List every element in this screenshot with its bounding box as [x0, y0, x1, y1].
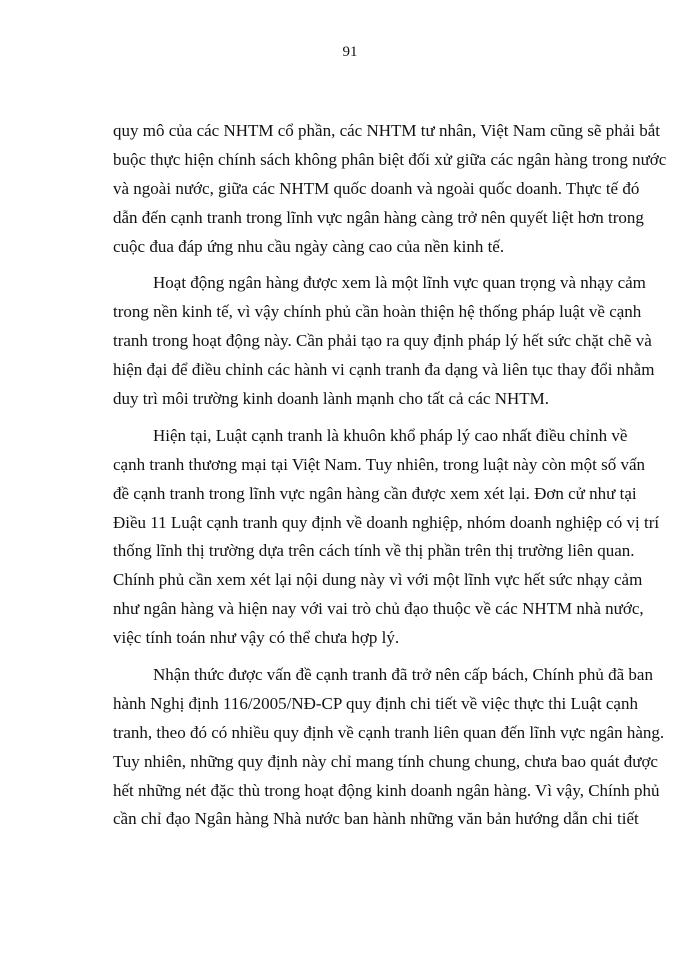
- text-line: Điều 11 Luật cạnh tranh quy định về doanh nghiệp, nhóm doanh nghiệp có vị trí: [113, 512, 660, 532]
- body-text: [113, 117, 667, 834]
- text-line: trong nền kinh tế, vì vậy chính phủ cần hoàn thiện hệ thống pháp luật về cạnh: [113, 302, 642, 322]
- text-line: hành Nghị định 116/2005/NĐ-CP quy định chi tiết về việc thực thi Luật cạnh: [113, 693, 638, 713]
- text-line: Nhận thức được vấn đề cạnh tranh đã trở nên cấp bách, Chính phủ đã ban: [153, 665, 653, 685]
- text-line: hiện đại để điều chỉnh các hành vi cạnh tranh đa dạng và liên tục thay đổi nhằm: [113, 360, 655, 380]
- paragraph-1: [113, 117, 667, 261]
- text-line: cần chỉ đạo Ngân hàng Nhà nước ban hành những văn bản hướng dẫn chi tiết: [113, 809, 639, 829]
- paragraph-2: [113, 269, 655, 413]
- paragraph-4: [113, 661, 665, 834]
- text-line: thống lĩnh thị trường dựa trên cách tính về thị phần trên thị trường liên quan.: [113, 541, 635, 561]
- text-line: như ngân hàng và hiện nay với vai trò chủ đạo thuộc về các NHTM nhà nước,: [113, 599, 644, 619]
- text-line: Chính phủ cần xem xét lại nội dung này vì với một lĩnh vực hết sức nhạy cảm: [113, 570, 643, 590]
- text-line: quy mô của các NHTM cổ phần, các NHTM tư nhân, Việt Nam cũng sẽ phải bắt: [113, 121, 660, 140]
- text-line: đề cạnh tranh trong lĩnh vực ngân hàng cần được xem xét lại. Đơn cử như tại: [113, 483, 637, 503]
- text-line: dẫn đến cạnh tranh trong lĩnh vực ngân hàng càng trở nên quyết liệt hơn trong: [113, 207, 644, 227]
- text-line: tranh, theo đó có nhiều quy định về cạnh tranh liên quan đến lĩnh vực ngân hàng.: [113, 722, 665, 742]
- text-line: Hiện tại, Luật cạnh tranh là khuôn khổ pháp lý cao nhất điều chỉnh về: [153, 425, 628, 445]
- paragraph-3: [113, 422, 660, 653]
- text-line: việc tính toán như vậy có thể chưa hợp lý.: [113, 628, 400, 648]
- text-line: cuộc đua đáp ứng nhu cầu ngày càng cao của nền kinh tế.: [113, 236, 505, 256]
- text-line: hết những nét đặc thù trong hoạt động kinh doanh ngân hàng. Vì vậy, Chính phủ: [113, 780, 660, 800]
- text-line: Tuy nhiên, những quy định này chỉ mang tính chung chung, chưa bao quát được: [113, 751, 658, 771]
- text-line: và ngoài nước, giữa các NHTM quốc doanh và ngoài quốc doanh. Thực tế đó: [113, 178, 640, 198]
- text-line: cạnh tranh thương mại tại Việt Nam. Tuy nhiên, trong luật này còn một số vấn: [113, 454, 645, 474]
- page-number: 91: [342, 44, 358, 60]
- text-line: duy trì môi trường kinh doanh lành mạnh cho tất cả các NHTM.: [113, 389, 550, 409]
- text-line: Hoạt động ngân hàng được xem là một lĩnh vực quan trọng và nhạy cảm: [153, 273, 646, 293]
- text-line: buộc thực hiện chính sách không phân biệt đối xử giữa các ngân hàng trong nước: [113, 149, 667, 169]
- text-line: tranh trong hoạt động này. Cần phải tạo ra quy định pháp lý hết sức chặt chẽ và: [113, 331, 652, 351]
